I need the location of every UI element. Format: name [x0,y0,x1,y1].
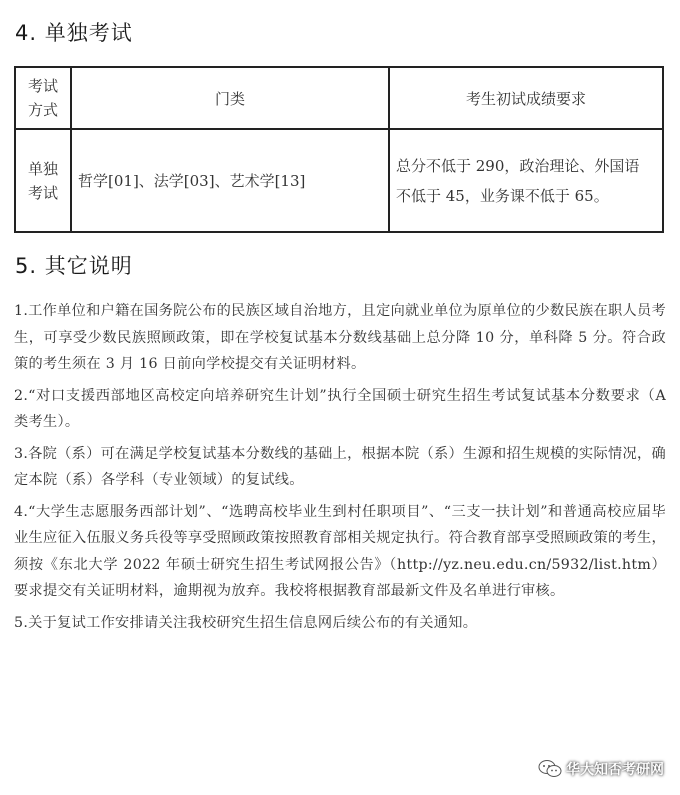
table-row [15,129,663,232]
cell-requirement: 总分不低于 290，政治理论、外国语 不低于 45，业务课不低于 65。 [389,129,663,232]
table-header-row [15,67,663,129]
notes-body [14,298,666,641]
watermark [538,759,664,779]
note-paragraph: 5.关于复试工作安排请关注我校研究生招生信息网后续公布的有关通知。 [14,614,478,631]
header-category: 门类 [71,67,389,129]
wechat-icon [538,759,562,779]
note-paragraph: 4.“大学生志愿服务西部计划”、“选聘高校毕业生到村任职项目”、“三支一扶计划”和普通高校应届毕业生应征入伍服义务兵役等享受照顾政策按照教育部相关规定执行。符合教育部享受照顾政策的考生，须按《东北大学 2022 年硕士研究生招生考试网报公告》（http://yz.neu.edu.cn/5932/list.htm）要求提交有关证明材料，逾期视为放弃。我校将根据教育部最新文件及名单进行审核。 [14,503,666,599]
watermark-text: 华大知否考研网 [566,762,664,778]
section-4-heading: 4. 单独考试 [15,21,133,45]
note-paragraph: 2.“对口支援西部地区高校定向培养研究生计划”执行全国硕士研究生招生考试复试基本分数要求（A 类考生）。 [14,387,666,430]
exam-requirements-table [14,66,664,233]
header-exam-mode: 考试 方式 [15,67,71,129]
header-requirement: 考生初试成绩要求 [389,67,663,129]
cell-exam-mode: 单独 考试 [15,129,71,232]
cell-category: 哲学[01]、法学[03]、艺术学[13] [71,129,389,232]
note-paragraph: 3.各院（系）可在满足学校复试基本分数线的基础上，根据本院（系）生源和招生规模的实际情况，确定本院（系）各学科（专业领域）的复试线。 [14,445,666,488]
section-5-heading: 5. 其它说明 [15,254,133,278]
note-paragraph: 1.工作单位和户籍在国务院公布的民族区域自治地方，且定向就业单位为原单位的少数民族在职人员考生，可享受少数民族照顾政策，即在学校复试基本分数线基础上总分降 10 分，单科降 5 分。符合政策的考生须在 3 月 16 日前向学校提交有关证明材料。 [14,303,666,372]
